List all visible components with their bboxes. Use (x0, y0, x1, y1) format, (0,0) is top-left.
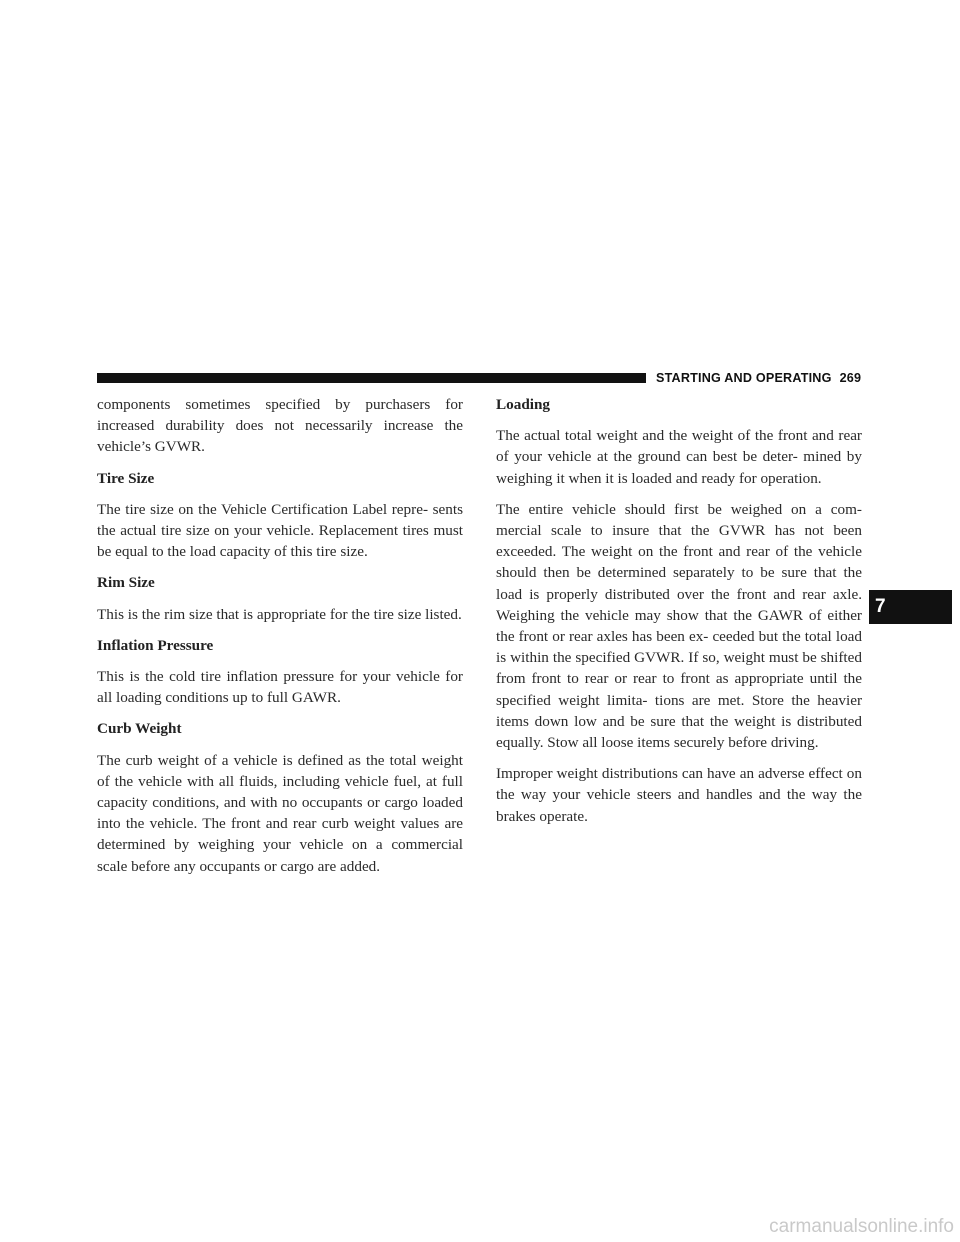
watermark-text: carmanualsonline.info (769, 1216, 954, 1237)
loading-paragraph-2: The entire vehicle should first be weighed on a com- mercial scale to insure that the GVWR has not been exceeded. The weight on the front and rear of the vehicle should then be determined separately to be sure that the load is properly distributed over the front and rear axle. Weighing the vehicle may show that the GAWR of either the front or rear axles has been ex- ceeded but the total load is within the specified GVWR. If so, weight must be shifted from front to rear or rear to front as appropriate until the specified weight limita- tions are met. Store the heavier items down low and be sure that the weight is distributed equally. Stow all loose items securely before driving. (496, 500, 862, 752)
chapter-number: 7 (875, 596, 886, 617)
rim-size-heading: Rim Size (97, 574, 155, 592)
tire-size-heading: Tire Size (97, 469, 155, 487)
loading-paragraph-3: Improper weight distributions can have an adverse effect on the way your vehicle steers and handles and the way the brakes operate. (496, 765, 862, 825)
inflation-pressure-heading: Inflation Pressure (97, 636, 214, 654)
curb-weight-paragraph: The curb weight of a vehicle is defined as the total weight of the vehicle with all fluids, including vehicle fuel, at full capacity conditions, and with no occupants or cargo loaded into the vehicle. The front and rear curb weight values are determined by weighing your vehicle on a commercial scale before any occupants or cargo are added. (97, 751, 463, 875)
loading-heading: Loading (496, 396, 551, 413)
rim-size-paragraph: This is the rim size that is appropriate for the tire size listed. (97, 605, 462, 623)
header-rule (97, 373, 646, 383)
curb-weight-heading: Curb Weight (97, 720, 182, 738)
running-header (656, 369, 861, 387)
left-column (97, 394, 463, 887)
inflation-pressure-paragraph: This is the cold tire inflation pressure for your vehicle for all loading conditions up to full GAWR. (97, 668, 463, 707)
loading-paragraph-1: The actual total weight and the weight of the front and rear of your vehicle at the ground can best be deter- mined by weighing it when it is loaded and ready for operation. (496, 427, 862, 487)
tire-size-paragraph: The tire size on the Vehicle Certification Label repre- sents the actual tire size on your vehicle. Replacement tires must be equal to the load capacity of this tire size. (97, 500, 463, 561)
page-number: 269 (839, 371, 862, 385)
section-title: STARTING AND OPERATING (656, 371, 832, 385)
right-column (496, 394, 862, 837)
chapter-tab (869, 590, 952, 624)
intro-paragraph: components sometimes specified by purchasers for increased durability does not necessarily increase the vehicle’s GVWR. (97, 396, 463, 456)
